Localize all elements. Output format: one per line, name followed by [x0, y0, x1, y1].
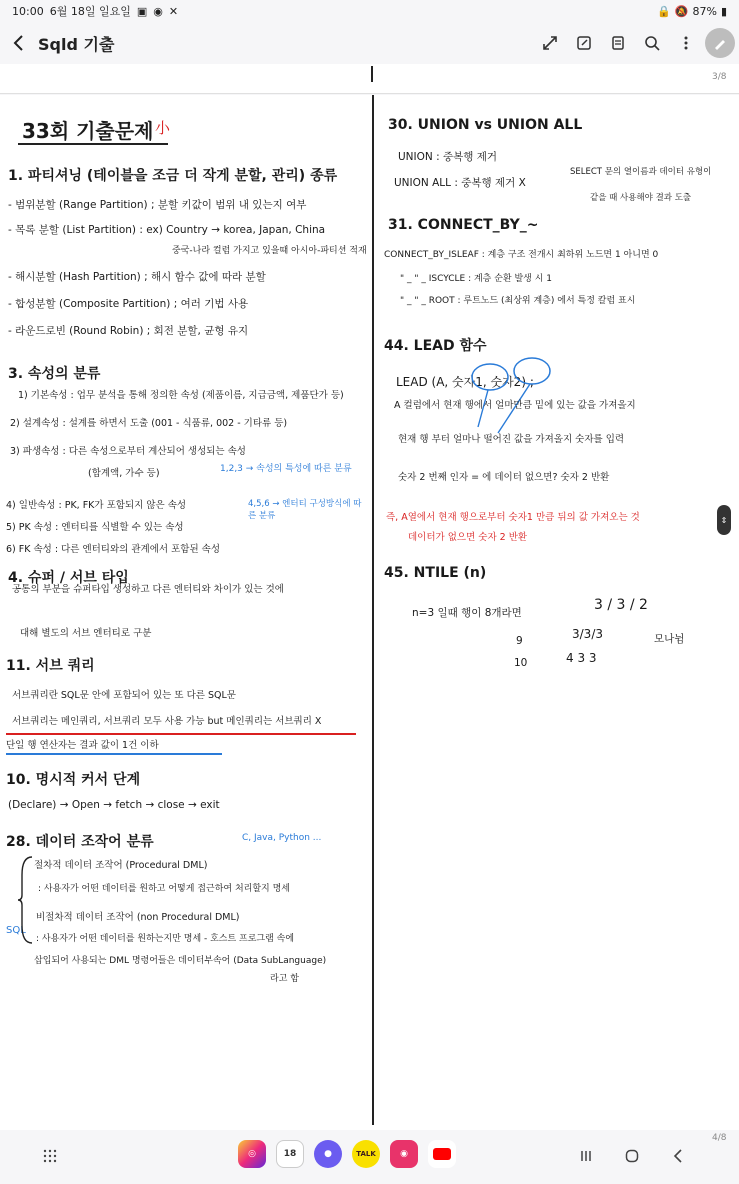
s30-union: UNION : 중복행 제거	[398, 151, 498, 163]
s30-union-all: UNION ALL : 중복행 제거 X	[394, 177, 526, 189]
battery-icon: ▮	[720, 4, 727, 18]
clock: 10:00	[12, 4, 44, 18]
s28-nonprocedural-desc: : 사용자가 어떤 데이터를 원하는지만 명세 - 호스트 프로그램 속에	[36, 934, 295, 944]
section-30-heading: 30. UNION vs UNION ALL	[388, 117, 583, 133]
left-title: 33회 기출문제	[22, 119, 154, 143]
note-title: Sqld 기출	[38, 34, 115, 54]
section-28-heading: 28. 데이터 조작어 분류	[6, 834, 154, 850]
s3-basic: 1) 기본속성 : 업무 분석을 통해 정의한 속성 (제품이름, 지급금액, 제품단가 등)	[18, 390, 344, 401]
more-vertical-icon	[683, 35, 689, 51]
sql-label-blue: SQL	[6, 925, 26, 936]
s44-desc2: 현재 행 부터 얼마나 떨어진 값을 가져올지 숫자를 입력	[398, 434, 625, 445]
chevron-left-icon	[12, 34, 26, 52]
section-31-heading: 31. CONNECT_BY_~	[388, 217, 539, 233]
s11-line2: 서브쿼리는 메인쿼리, 서브쿼리 모두 사용 가능 but 메인쿼리는 서브쿼리 X	[12, 716, 322, 727]
s31-iscycle: " _ " _ ISCYCLE : 계층 순환 발생 시 1	[400, 274, 552, 284]
s3-note-blue: 1,2,3 → 속성의 특성에 따른 분류	[220, 464, 352, 474]
date: 6월 18일 일요일	[49, 5, 131, 18]
home-button[interactable]	[618, 1142, 646, 1170]
s1-list: - 목록 분할 (List Partition) : ex) Country → korea, Japan, China	[8, 224, 326, 236]
s45-rows9: 9	[516, 635, 523, 647]
section-44-heading: 44. LEAD 함수	[384, 338, 487, 354]
record-icon: ◉	[153, 4, 163, 18]
s3-derived-example: (합계액, 가수 등)	[88, 468, 160, 479]
page-top-strip	[0, 64, 739, 94]
grid-icon	[43, 1149, 57, 1163]
column-divider	[372, 95, 374, 1125]
navigation-bar	[0, 1132, 739, 1184]
s44-red1: 즉, A열에서 현재 행으로부터 숫자1 만큼 뒤의 값 가져오는 것	[386, 512, 640, 523]
section-3-heading: 3. 속성의 분류	[8, 366, 101, 382]
home-icon	[625, 1149, 639, 1163]
s3-derived: 3) 파생속성 : 다른 속성으로부터 계산되어 생성되는 속성	[10, 446, 246, 457]
search-icon	[644, 35, 660, 51]
s4-line2: 대해 별도의 서브 엔터티로 구분	[20, 628, 152, 639]
s45-rows10: 10	[514, 657, 528, 669]
s44-red2: 데이터가 없으면 숫자 2 반환	[408, 532, 528, 543]
s44-syntax: LEAD (A, 숫자1, 숫자2) ;	[396, 375, 534, 389]
document-icon	[610, 35, 626, 51]
app-dock	[238, 1140, 456, 1168]
s1-round-robin: - 라운드로빈 (Round Robin) ; 회전 분할, 균형 유지	[8, 325, 249, 337]
youtube-icon[interactable]	[428, 1140, 456, 1168]
s1-range: - 범위분할 (Range Partition) ; 분할 키값이 범위 내 있는지 여부	[8, 199, 307, 211]
search-button[interactable]	[637, 28, 667, 58]
expand-icon	[542, 35, 558, 51]
page-number-bottom: 4/8	[712, 1133, 727, 1143]
title-underline	[18, 143, 168, 145]
back-icon	[673, 1149, 683, 1163]
scroll-handle[interactable]	[717, 505, 731, 535]
more-button[interactable]	[671, 28, 701, 58]
s28-sublanguage: 삽입되어 사용되는 DML 명령어들은 데이터부속어 (Data SubLanguage)	[34, 956, 327, 966]
s10-steps: (Declare) → Open → fetch → close → exit	[8, 799, 220, 811]
gallery-icon: ▣	[136, 4, 148, 18]
lock-icon: 🔒	[657, 4, 671, 18]
brace-mark	[18, 855, 34, 945]
expand-button[interactable]	[535, 28, 565, 58]
nav-back-button[interactable]	[664, 1142, 692, 1170]
chevron-up-down-icon: ⇕	[720, 515, 728, 525]
s44-desc3: 숫자 2 번째 인자 = 에 데이터 없으면? 숫자 2 반환	[398, 472, 610, 483]
s1-composite: - 합성분할 (Composite Partition) ; 여러 기법 사용	[8, 298, 249, 310]
reading-mode-button[interactable]	[603, 28, 633, 58]
section-11-heading: 11. 서브 쿼리	[6, 658, 95, 674]
s44-desc1: A 컬럼에서 현재 행에서 얼마만큼 밑에 있는 값을 가져올지	[394, 400, 636, 411]
camera-icon[interactable]: ◉	[390, 1140, 418, 1168]
section-4-heading: 4. 슈퍼 / 서브 타입	[8, 570, 129, 586]
s3-design: 2) 설계속성 : 설계를 하면서 도출 (001 - 식품류, 002 - 기타류 등)	[10, 418, 288, 429]
s31-isleaf: CONNECT_BY_ISLEAF : 계층 구조 전개시 최하위 노드면 1 아니면 0	[384, 250, 659, 260]
s28-nonprocedural: 비절차적 데이터 조작어 (non Procedural DML)	[36, 912, 240, 923]
red-underline	[6, 733, 356, 735]
section-10-heading: 10. 명시적 커서 단계	[6, 772, 141, 788]
s28-procedural: 절차적 데이터 조작어 (Procedural DML)	[34, 860, 208, 871]
s28-note-blue: C, Java, Python ...	[242, 833, 322, 843]
app-drawer-button[interactable]	[36, 1142, 64, 1170]
s3-general: 4) 일반속성 : PK, FK가 포함되지 않은 속성	[6, 500, 187, 511]
s4-line1: 공통의 부분을 슈퍼타입 생성하고 다른 엔터티와 차이가 있는 것에	[12, 584, 284, 595]
status-bar	[0, 0, 739, 22]
s11-line3: 단일 행 연산자는 결과 값이 1건 이하	[6, 740, 159, 751]
edit-icon	[576, 35, 592, 51]
s30-note1: SELECT 문의 열이름과 데이터 유형이	[570, 167, 712, 177]
calendar-icon[interactable]: 18	[276, 1140, 304, 1168]
tools-icon: ✕	[168, 4, 179, 18]
s45-split8: 3 / 3 / 2	[594, 597, 648, 613]
battery-level: 87%	[692, 4, 717, 18]
s45-condition: n=3 일때 행이 8개라면	[412, 607, 522, 619]
s30-note2: 같을 때 사용해야 결과 도출	[590, 193, 692, 203]
title-mark: 小	[155, 119, 171, 137]
s3-note2-blue: 4,5,6 → 엔터티 구성방식에 따른 분류	[248, 499, 362, 521]
kakaotalk-icon[interactable]: TALK	[352, 1140, 380, 1168]
pen-icon	[713, 36, 727, 50]
s11-line1: 서브쿼리란 SQL문 안에 포함되어 있는 또 다른 SQL문	[12, 690, 236, 701]
edit-button[interactable]	[569, 28, 599, 58]
back-button[interactable]	[0, 22, 38, 64]
messages-icon[interactable]: ●	[314, 1140, 342, 1168]
s28-procedural-desc: : 사용자가 어떤 데이터를 원하고 어떻게 접근하여 처리할지 명세	[38, 884, 290, 894]
blue-underline	[6, 753, 222, 755]
section-45-heading: 45. NTILE (n)	[384, 565, 487, 581]
app-bar	[0, 22, 739, 64]
mute-icon: 🔕	[674, 4, 689, 18]
s45-split10: 4 3 3	[566, 651, 597, 665]
page-divider-top	[371, 66, 373, 82]
s45-split9: 3/3/3	[572, 627, 603, 641]
recents-button[interactable]	[572, 1142, 600, 1170]
s45-note: 모나뉨	[654, 633, 685, 645]
instagram-icon[interactable]: ◎	[238, 1140, 266, 1168]
pen-button[interactable]	[705, 28, 735, 58]
s1-list-note: 중국-나라 컬럼 가지고 있을때 아시아-파티션 적재	[172, 246, 367, 256]
s1-hash: - 해시분할 (Hash Partition) ; 해시 함수 값에 따라 분할	[8, 271, 266, 283]
recents-icon	[579, 1149, 593, 1163]
s3-fk: 6) FK 속성 : 다른 엔터티와의 관계에서 포함된 속성	[6, 544, 220, 555]
s3-pk: 5) PK 속성 : 엔터티를 식별할 수 있는 속성	[6, 522, 184, 533]
s28-sublanguage-end: 라고 함	[270, 974, 299, 984]
s31-root: " _ " _ ROOT : 루트노드 (최상위 계층) 에서 특정 칼럼 표시	[400, 296, 636, 306]
page-number-top: 3/8	[712, 72, 727, 82]
section-1-heading: 1. 파티셔닝 (테이블을 조금 더 작게 분할, 관리) 종류	[8, 168, 338, 184]
note-canvas[interactable]	[0, 95, 739, 1130]
